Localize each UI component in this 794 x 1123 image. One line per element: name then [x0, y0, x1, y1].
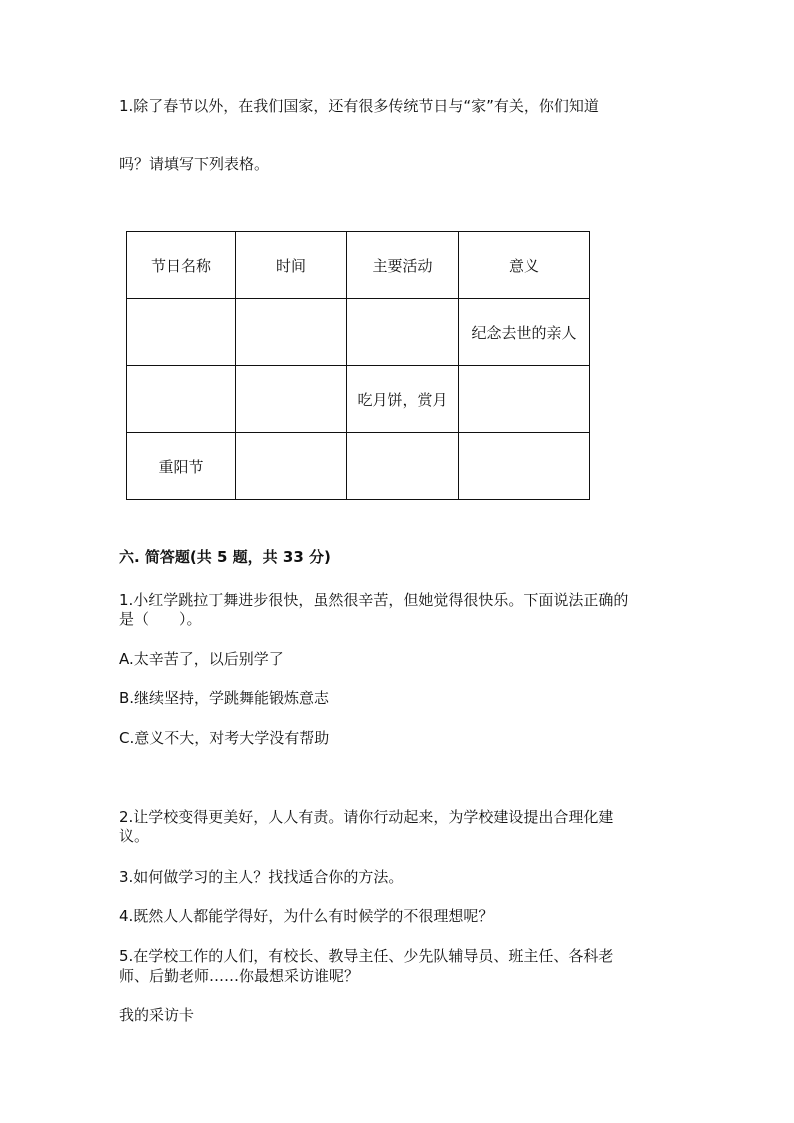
table-cell[interactable]: [236, 299, 347, 366]
table-cell: 重阳节: [127, 433, 236, 500]
option-c: C.意义不大，对考大学没有帮助: [119, 729, 330, 747]
festival-table: [126, 231, 590, 500]
question-2-line-1: 2.让学校变得更美好，人人有责。请你行动起来，为学校建设提出合理化建: [119, 808, 614, 826]
table-header-row: [127, 232, 590, 299]
table-cell[interactable]: [236, 433, 347, 500]
table-row: [127, 299, 590, 366]
intro-line-1: 1.除了春节以外，在我们国家，还有很多传统节日与“家”有关，你们知道: [119, 97, 599, 115]
table-cell[interactable]: [236, 366, 347, 433]
table-row: [127, 433, 590, 500]
question-5-line-2: 师、后勤老师……你最想采访谁呢？: [119, 967, 360, 985]
table-cell[interactable]: [347, 433, 459, 500]
question-1-line-1: 1.小红学跳拉丁舞进步很快，虽然很辛苦，但她觉得很快乐。下面说法正确的: [119, 591, 629, 609]
header-time: 时间: [236, 232, 347, 299]
interview-card-label: 我的采访卡: [119, 1006, 195, 1024]
table-cell: 纪念去世的亲人: [459, 299, 590, 366]
table-cell[interactable]: [459, 366, 590, 433]
table-cell[interactable]: [459, 433, 590, 500]
header-main-activity: 主要活动: [347, 232, 459, 299]
header-festival-name: 节日名称: [127, 232, 236, 299]
question-3: 3.如何做学习的主人？找找适合你的方法。: [119, 868, 404, 886]
question-4: 4.既然人人都能学得好，为什么有时候学的不很理想呢？: [119, 907, 494, 925]
header-meaning: 意义: [459, 232, 590, 299]
table-cell: 吃月饼，赏月: [347, 366, 459, 433]
question-1-line-2: 是（ ）。: [119, 610, 202, 628]
option-b: B.继续坚持，学跳舞能锻炼意志: [119, 689, 330, 707]
table-cell[interactable]: [127, 366, 236, 433]
option-a: A.太辛苦了，以后别学了: [119, 650, 284, 668]
question-5-line-1: 5.在学校工作的人们，有校长、教导主任、少先队辅导员、班主任、各科老: [119, 947, 614, 965]
table-row: [127, 366, 590, 433]
section-title: 六. 简答题(共 5 题，共 33 分): [119, 548, 331, 566]
intro-line-2: 吗？请填写下列表格。: [119, 155, 270, 173]
table-cell[interactable]: [127, 299, 236, 366]
question-2-line-2: 议。: [119, 827, 150, 845]
table-cell[interactable]: [347, 299, 459, 366]
